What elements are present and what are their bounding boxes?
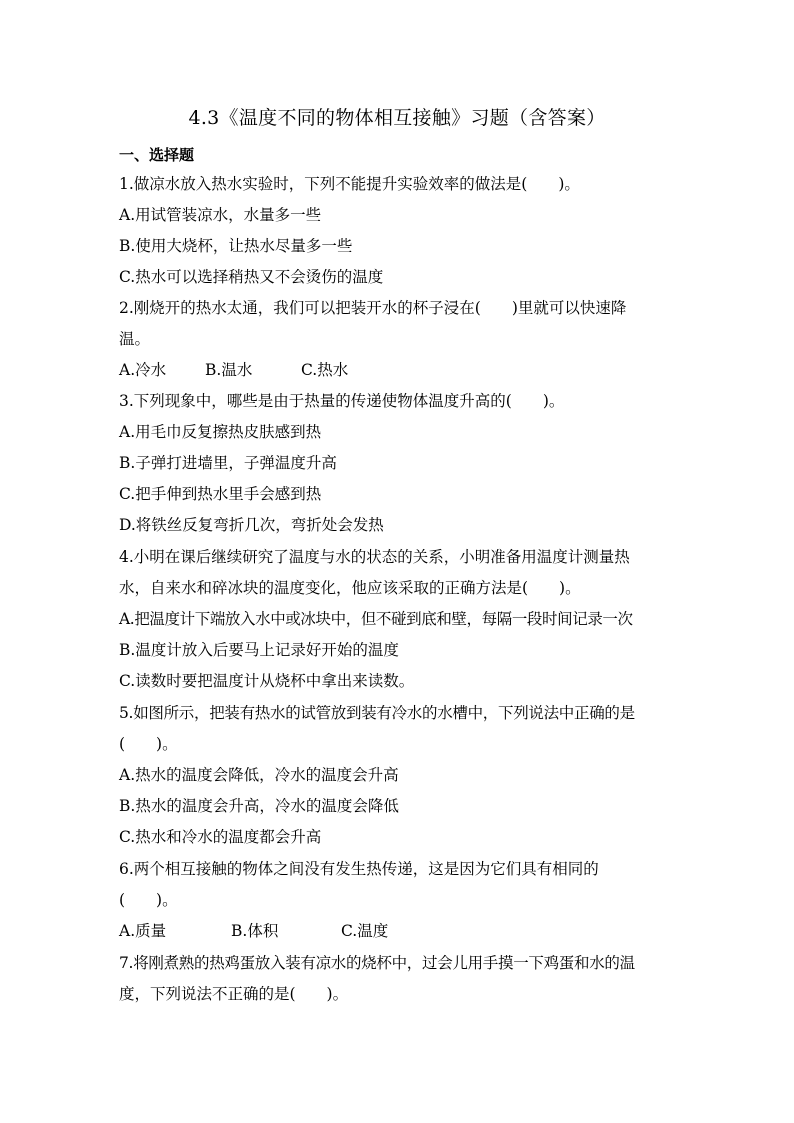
question-6-option-b: B.体积: [231, 922, 279, 940]
question-3-option-b: B.子弹打进墙里，子弹温度升高: [119, 454, 337, 472]
question-1-option-a: A.用试管装凉水，水量多一些: [119, 206, 322, 224]
question-6-stem-line-1: 6.两个相互接触的物体之间没有发生热传递，这是因为它们具有相同的: [119, 860, 599, 878]
question-6-option-c: C.温度: [341, 922, 389, 940]
document-title: 4.3《温度不同的物体相互接触》习题（含答案）: [188, 107, 606, 129]
question-1-option-b: B.使用大烧杯，让热水尽量多一些: [119, 237, 353, 255]
question-3-stem: 3.下列现象中，哪些是由于热量的传递使物体温度升高的( )。: [119, 392, 565, 410]
question-3-option-c: C.把手伸到热水里手会感到热: [119, 485, 322, 503]
question-7-stem-line-1: 7.将刚煮熟的热鸡蛋放入装有凉水的烧杯中，过会儿用手摸一下鸡蛋和水的温: [119, 954, 635, 972]
question-2-option-a: A.冷水: [119, 361, 167, 379]
question-5-stem-line-2: ( )。: [119, 735, 178, 753]
question-1-stem: 1.做凉水放入热水实验时，下列不能提升实验效率的做法是( )。: [119, 175, 580, 193]
question-5-option-c: C.热水和冷水的温度都会升高: [119, 828, 322, 846]
question-5-option-b: B.热水的温度会升高，冷水的温度会降低: [119, 797, 399, 815]
question-7-stem-line-2: 度，下列说法不正确的是( )。: [119, 985, 349, 1003]
question-4-stem-line-1: 4.小明在课后继续研究了温度与水的状态的关系，小明准备用温度计测量热: [119, 548, 630, 566]
section-heading: 一、选择题: [119, 146, 195, 164]
question-4-stem-line-2: 水，自来水和碎冰块的温度变化，他应该采取的正确方法是( )。: [119, 579, 581, 597]
question-2-option-c: C.热水: [301, 361, 349, 379]
question-2-stem-line-1: 2.刚烧开的热水太通，我们可以把装开水的杯子浸在( )里就可以快速降: [119, 299, 627, 317]
question-2-option-b: B.温水: [205, 361, 253, 379]
question-4-option-b: B.温度计放入后要马上记录好开始的温度: [119, 641, 399, 659]
question-5-stem-line-1: 5.如图所示，把装有热水的试管放到装有冷水的水槽中，下列说法中正确的是: [119, 704, 635, 722]
question-5-option-a: A.热水的温度会降低，冷水的温度会升高: [119, 766, 399, 784]
question-3-option-a: A.用毛巾反复擦热皮肤感到热: [119, 423, 322, 441]
question-3-option-d: D.将铁丝反复弯折几次，弯折处会发热: [119, 516, 384, 534]
question-1-option-c: C.热水可以选择稍热又不会烫伤的温度: [119, 268, 384, 286]
question-2-options: [119, 359, 348, 381]
question-4-option-a: A.把温度计下端放入水中或冰块中，但不碰到底和壁，每隔一段时间记录一次: [119, 610, 633, 628]
question-6-option-a: A.质量: [119, 922, 167, 940]
question-6-stem-line-2: ( )。: [119, 891, 178, 909]
question-6-options: [119, 920, 388, 942]
question-2-stem-line-2: 温。: [119, 330, 151, 348]
question-4-option-c: C.读数时要把温度计从烧杯中拿出来读数。: [119, 672, 415, 690]
